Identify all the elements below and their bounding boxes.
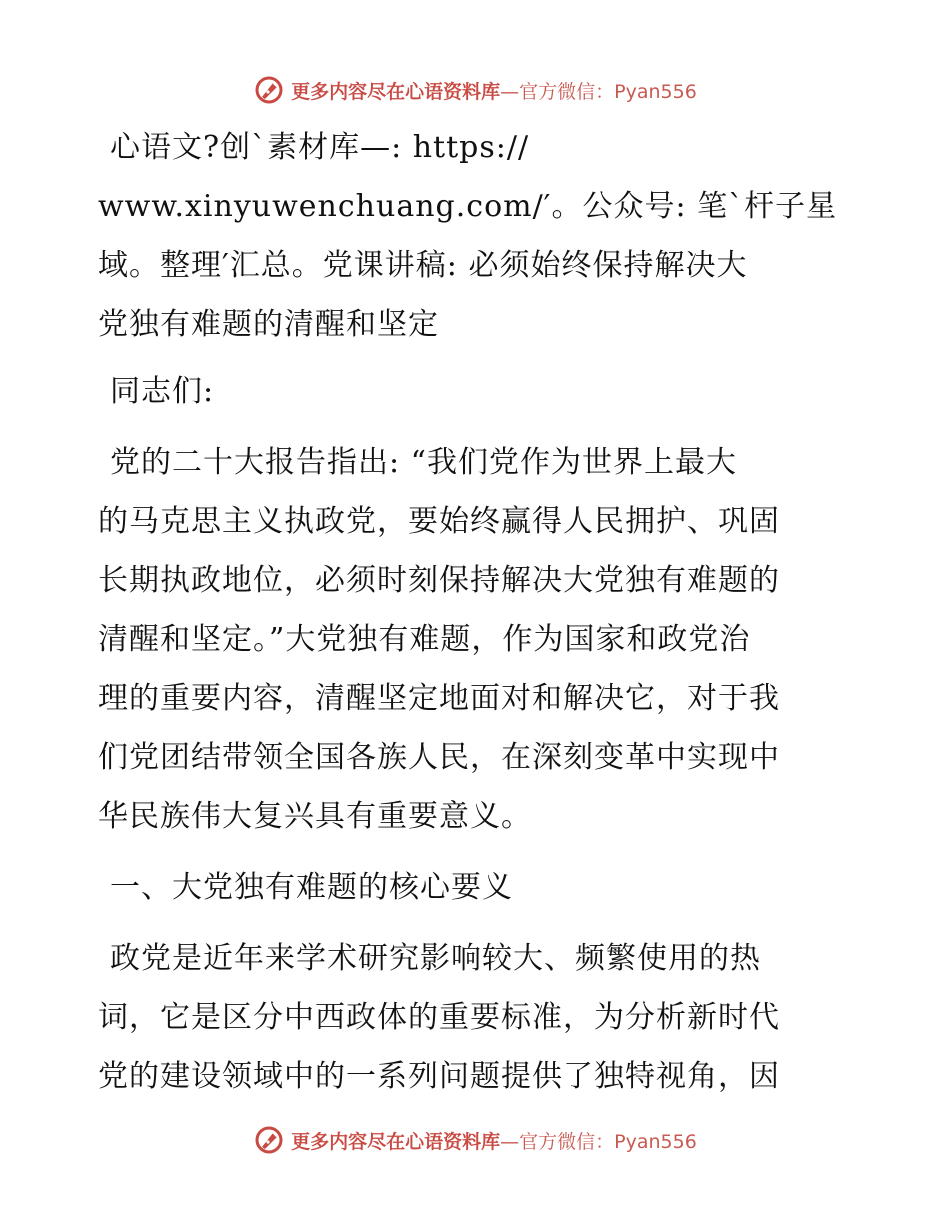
title-line: 域。整理′汇总。党课讲稿: 必须始终保持解决大 — [98, 248, 748, 283]
footer-banner — [0, 1120, 950, 1160]
paragraph-line: 词，它是区分中西政体的重要标准，为分析新时代 — [98, 1000, 780, 1035]
paragraph-1 — [98, 433, 850, 846]
paragraph-line: 的马克思主义执政党，要始终赢得人民拥护、巩固 — [98, 504, 780, 539]
pen-nib-logo-icon — [253, 1124, 285, 1156]
paragraph-line: 党的二十大报告指出: “我们党作为世界上最大 — [110, 445, 737, 480]
banner-title: 更多内容尽在心语资料库 — [291, 1130, 501, 1153]
paragraph-line: 长期执政地位，必须时刻保持解决大党独有难题的 — [98, 563, 780, 598]
document-title — [98, 118, 850, 354]
paragraph-line: 们党团结带领全国各族人民，在深刻变革中实现中 — [98, 740, 780, 775]
banner-title: 更多内容尽在心语资料库 — [291, 80, 501, 103]
section-heading: 一、大党独有难题的核心要义 — [110, 870, 513, 905]
banner-separator: — — [500, 80, 520, 103]
title-line: 党独有难题的清醒和坚定 — [98, 307, 439, 342]
title-line: 心语文?创`素材库—: https:// — [110, 130, 530, 165]
paragraph-line: 政党是近年来学术研究影响较大、频繁使用的热 — [110, 941, 761, 976]
greeting: 同志们: — [110, 374, 215, 409]
paragraph-2 — [98, 929, 850, 1106]
banner-separator: — — [500, 1130, 520, 1153]
title-line: www.xinyuwenchuang.com/′。公众号: 笔`杆子星 — [98, 189, 838, 224]
paragraph-line: 华民族伟大复兴具有重要意义。 — [98, 799, 532, 834]
pen-nib-logo-icon — [253, 74, 285, 106]
banner-contact: 官方微信：Pyan556 — [519, 1130, 697, 1153]
document-body — [98, 118, 850, 1118]
paragraph-line: 清醒和坚定。”大党独有难题，作为国家和政党治 — [98, 622, 751, 657]
paragraph-line: 党的建设领域中的一系列问题提供了独特视角，因 — [98, 1059, 780, 1094]
banner-contact: 官方微信：Pyan556 — [519, 80, 697, 103]
paragraph-line: 理的重要内容，清醒坚定地面对和解决它，对于我 — [98, 681, 780, 716]
header-banner — [0, 70, 950, 110]
